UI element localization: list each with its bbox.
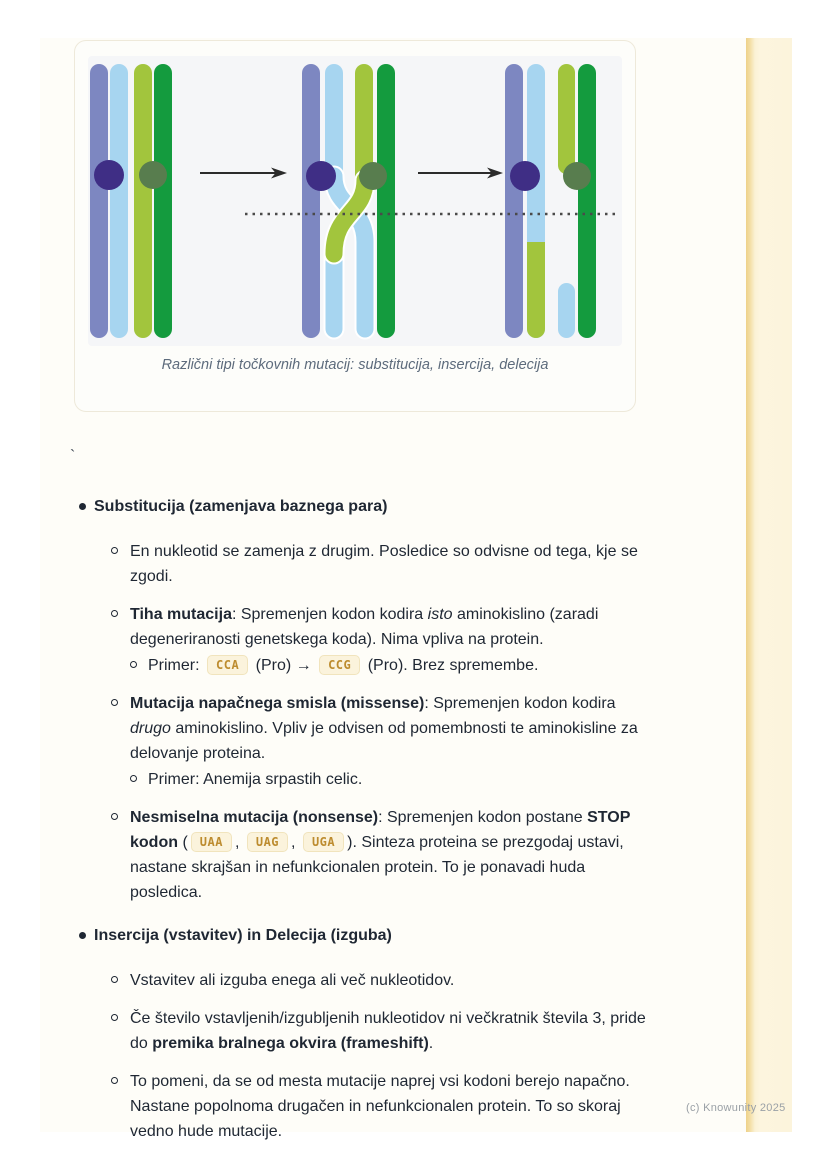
centromere [563, 162, 591, 190]
codon-badge: CCG [319, 655, 360, 675]
text-run: ). Sinteza proteina se prezgodaj ustavi, nastane skrajšan in nefunkcionalen protein. To je ponavadi huda posledica. [130, 834, 624, 901]
list-item [94, 539, 660, 589]
figure-caption: Različni tipi točkovnih mutacij: substitucija, insercija, delecija [161, 357, 549, 373]
list-item [94, 691, 660, 792]
text-run: : Spremenjen kodon kodira [424, 695, 616, 712]
text-run: (Pro). Brez spremembe. [363, 657, 539, 674]
centromere [94, 160, 124, 190]
centromere [359, 162, 387, 190]
codon-badge: UAA [191, 832, 232, 852]
section-substitucija [72, 494, 712, 905]
bullet-circle-icon [130, 775, 137, 782]
figure-card [74, 40, 636, 412]
list-item [94, 1069, 660, 1144]
bullet-circle-icon [111, 813, 118, 820]
stray-character: ` [70, 448, 76, 465]
text-run: , [291, 834, 300, 851]
bullet-circle-icon [111, 610, 118, 617]
bullet-dot-icon [79, 932, 86, 939]
list-item-text [148, 653, 660, 678]
bullet-circle-icon [130, 661, 137, 668]
list-item [94, 805, 660, 905]
text-run: : Spremenjen kodon kodira [231, 606, 428, 623]
centromere [306, 161, 336, 191]
page-edge-accent-bar [746, 38, 792, 1132]
text-run: Mutacija napačnega smisla (missense) [130, 695, 425, 712]
bullet-dot-icon [79, 503, 86, 510]
watermark: (c) Knowunity 2025 [686, 1102, 786, 1114]
text-run: Nesmiselna mutacija (nonsense) [130, 809, 379, 826]
list-item [94, 602, 660, 678]
text-run: Primer: [148, 657, 204, 674]
list-item-text [130, 602, 660, 652]
text-run: (Pro) → [251, 657, 317, 674]
codon-badge: CCA [207, 655, 248, 675]
text-run: STOP kodon [130, 809, 631, 851]
section-title: Substitucija (zamenjava baznega para) [94, 498, 388, 515]
bullet-circle-icon [111, 1014, 118, 1021]
text-run: En nukleotid se zamenja z drugim. Posledice so odvisne od tega, kje se zgodi. [130, 543, 638, 585]
list-item [94, 1006, 660, 1056]
text-run: Tiha mutacija [130, 606, 232, 623]
text-run: To pomeni, da se od mesta mutacije naprej vsi kodoni berejo napačno. Nastane popolnoma drugačen in nefunkcionalen protein. To so skoraj vedno hude mutacije. [130, 1073, 630, 1140]
section-insercija-delecija [72, 923, 712, 1144]
text-run: Če število vstavljenih/izgubljenih nukleotidov ni večkratnik števila 3, pride do [130, 1010, 646, 1052]
list-item-text [130, 691, 660, 766]
bullet-circle-icon [111, 699, 118, 706]
text-run: ( [178, 834, 188, 851]
text-run: Primer: Anemija srpastih celic. [148, 771, 363, 788]
list-item [130, 767, 660, 792]
bullet-circle-icon [111, 547, 118, 554]
text-run: isto [427, 606, 453, 623]
list-item-text [130, 805, 660, 905]
bullet-circle-icon [111, 1077, 118, 1084]
codon-badge: UGA [303, 832, 344, 852]
list-item-text [148, 767, 660, 792]
text-run: aminokislino (zaradi degeneriranosti genetskega koda). Nima vpliva na protein. [130, 606, 599, 648]
list-item-text [130, 968, 660, 993]
text-run: : Spremenjen kodon postane [378, 809, 588, 826]
list-item [130, 653, 660, 678]
text-run: Vstavitev ali izguba enega ali več nukleotidov. [130, 972, 455, 989]
section-title: Insercija (vstavitev) in Delecija (izguba) [94, 927, 392, 944]
centromere [510, 161, 540, 191]
chromosome-fragment [558, 283, 575, 338]
text-run: drugo [130, 720, 171, 737]
text-run: . [428, 1035, 434, 1052]
text-run: aminokislino. Vpliv je odvisen od pomembnosti te aminokisline za delovanje proteina. [130, 720, 638, 762]
list-item [94, 968, 660, 993]
chromosome-diagram [88, 56, 622, 346]
list-item-text [130, 1006, 660, 1056]
text-run: premika bralnega okvira (frameshift) [152, 1035, 429, 1052]
notes-content [72, 494, 712, 1157]
list-item-text [130, 539, 660, 589]
centromere [139, 161, 167, 189]
codon-badge: UAG [247, 832, 288, 852]
bullet-circle-icon [111, 976, 118, 983]
list-item-text [130, 1069, 660, 1144]
text-run: , [234, 834, 244, 851]
